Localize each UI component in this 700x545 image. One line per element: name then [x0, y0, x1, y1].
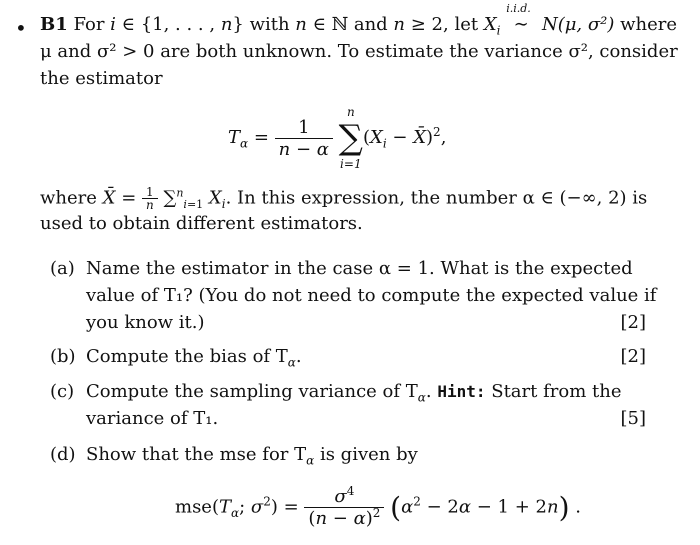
part-b-label: (b) — [50, 346, 76, 367]
where-line-1: where X̄ = $\frac{1}{n}$ ∑$^n_{i=1}$ $X_i$. In this expression, the number α ∈ (−∞, 2) is — [40, 185, 648, 212]
problem-id: B1 — [40, 14, 68, 35]
part-c-marks: [5] — [620, 408, 646, 429]
part-b-marks: [2] — [620, 346, 646, 367]
part-a-marks: [2] — [620, 312, 646, 333]
where-line-2: used to obtain different estimators. — [40, 213, 363, 234]
iid-label: i.i.d. — [506, 2, 531, 15]
bullet: • — [15, 16, 27, 40]
part-a-line-3: you know it.) — [86, 312, 205, 333]
part-c-label: (c) — [50, 381, 75, 402]
part-d-line-1: Show that the mse for $T_\alpha$ is given by — [86, 444, 418, 468]
problem-intro-line-3: the estimator — [40, 68, 163, 89]
hint-label: Hint: — [437, 382, 486, 401]
problem-intro-line-2: μ and σ² > 0 are both unknown. To estimate the variance σ², consider — [40, 41, 678, 62]
normal-dist: N(μ, σ²) — [541, 14, 615, 35]
part-a-line-2: value of T₁? (You do not need to compute the expected value if — [86, 285, 657, 306]
mse-formula: $mse(T_\alpha$; $\sigma^2$) = $\frac{\sigma^4}{(n - \alpha)^2}$ $(\alpha^2 - 2\alpha - 1 + 2n)$ . — [175, 484, 581, 529]
problem-intro-line-1: B1 For i ∈ {1, . . . , n} with n ∈ ℕ and n ≥ 2, let $X_i$ i.i.d. ∼ N(μ, σ²) where — [40, 14, 677, 36]
part-c-line-1: Compute the sampling variance of $T_\alpha$. Hint: Start from the — [86, 381, 622, 405]
part-a-line-1: Name the estimator in the case α = 1. What is the expected — [86, 258, 633, 279]
estimator-formula: $T_\alpha$ = $\frac{1}{n - \alpha}$ n ∑ i=1 ($X_i$ − X̄)$^2$, — [228, 105, 447, 171]
part-c-line-2: variance of T₁. — [86, 408, 219, 429]
part-b-line-1: Compute the bias of $T_\alpha$. — [86, 346, 302, 370]
part-d-label: (d) — [50, 444, 76, 465]
part-a-label: (a) — [50, 258, 75, 279]
